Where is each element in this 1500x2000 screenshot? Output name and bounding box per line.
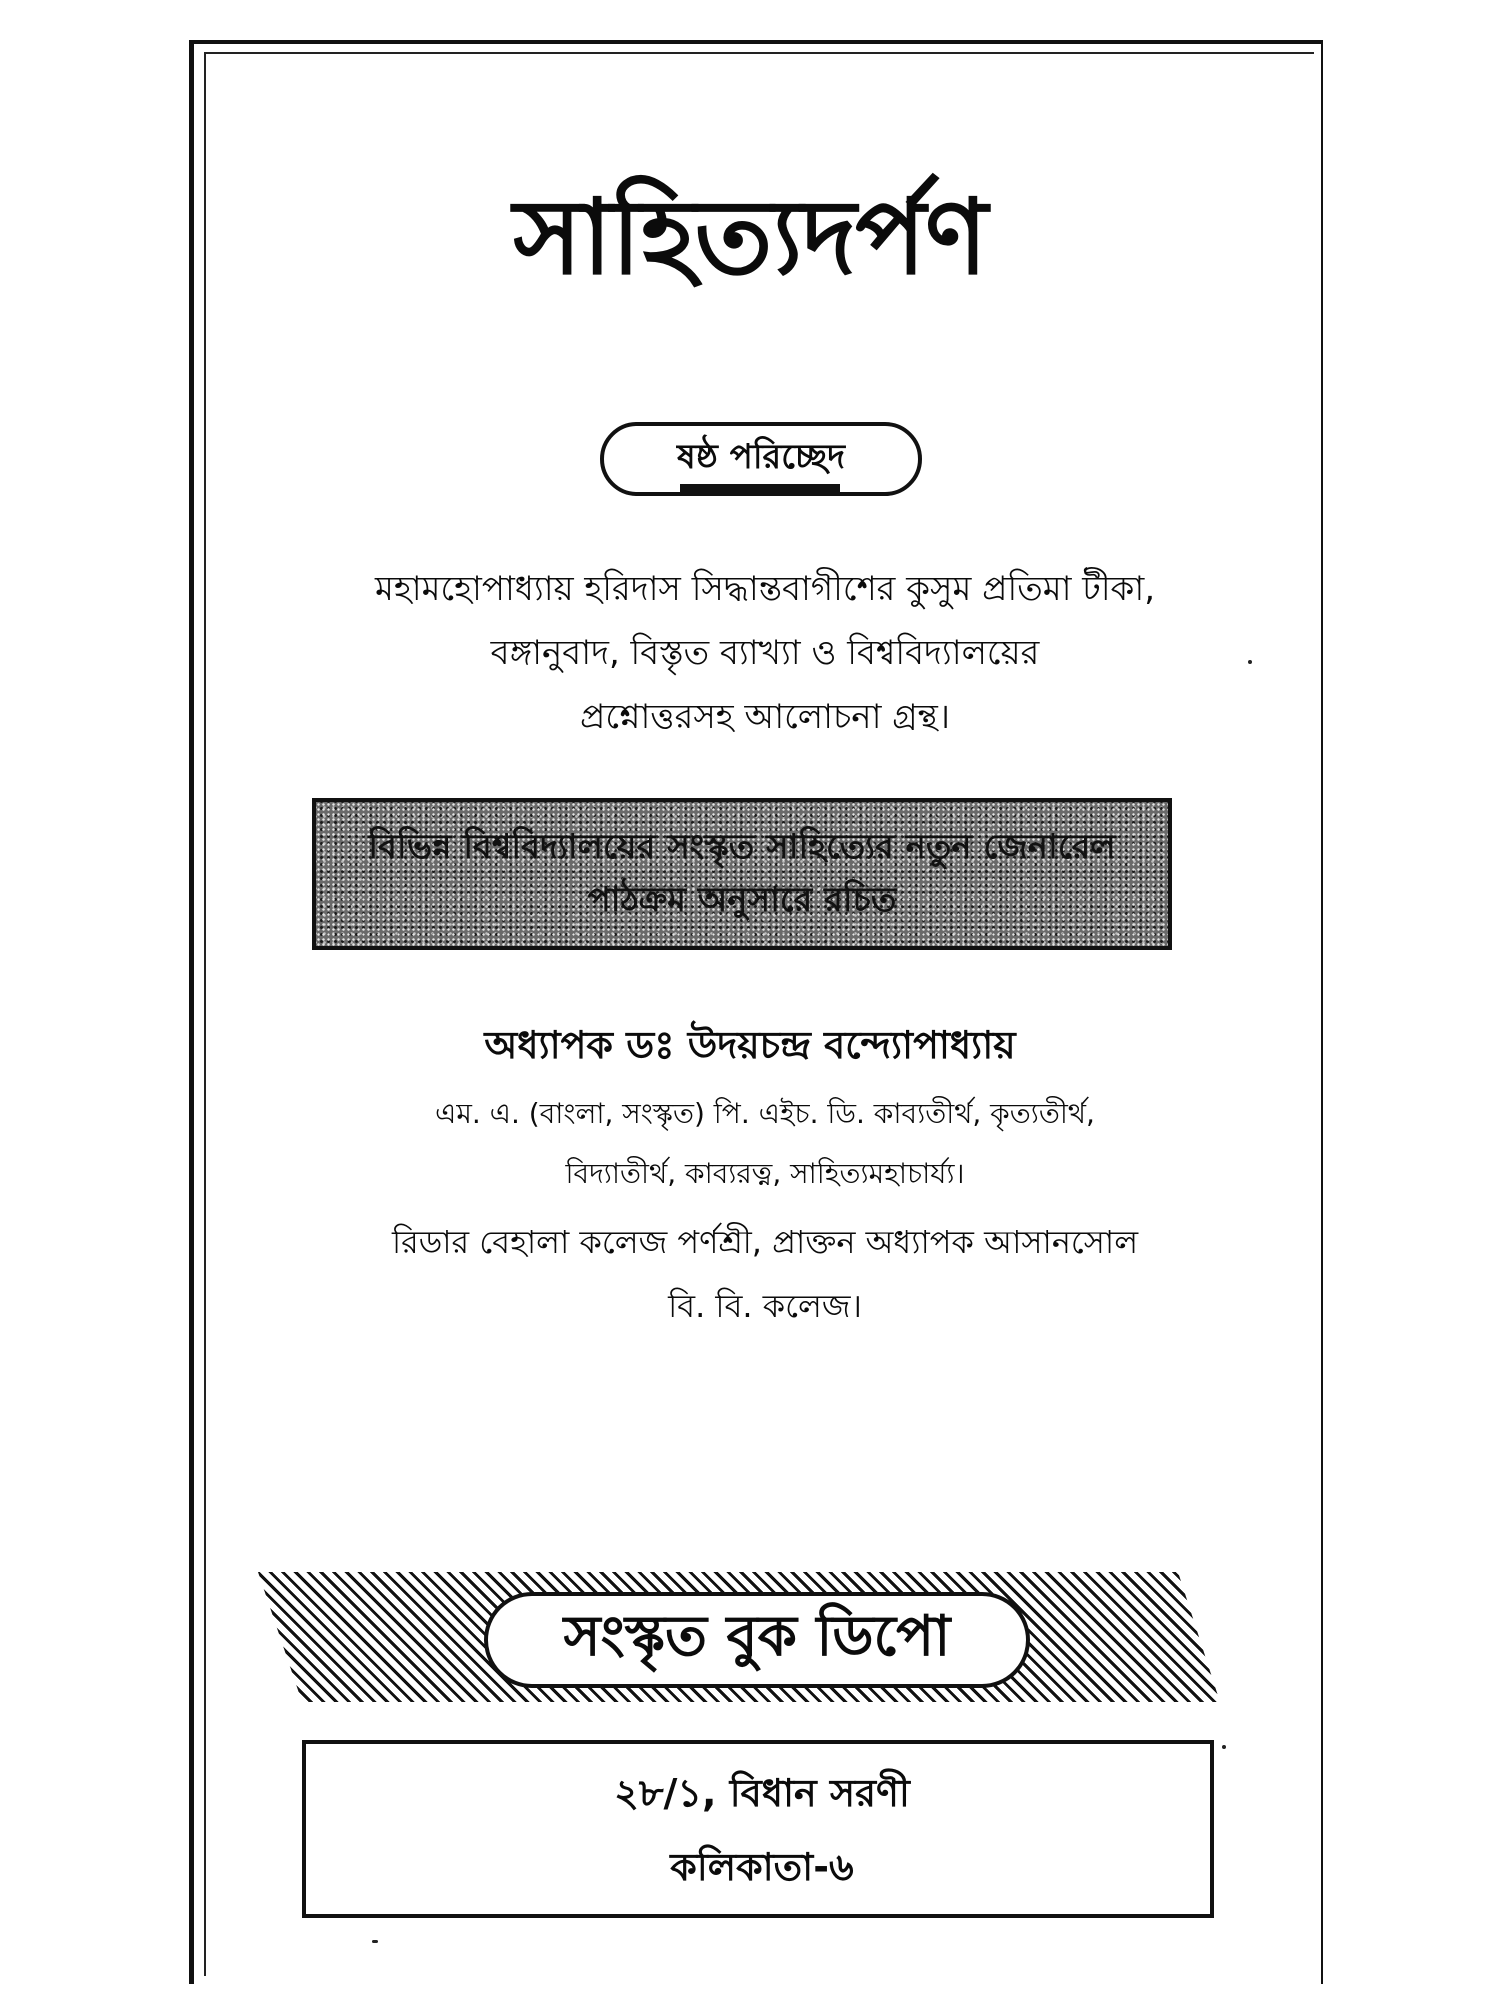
author-position-line-2: বি. বি. কলেজ। [668, 1287, 862, 1325]
description-line-3: প্রশ্নোত্তরসহ আলোচনা গ্রন্থ। [580, 697, 950, 737]
author-position-line-1: রিডার বেহালা কলেজ পর্ণশ্রী, প্রাক্তন অধ্যাপক আসানসোল [391, 1223, 1139, 1261]
book-title: সাহিত্যদর্পণ [513, 176, 987, 298]
address-line-2: কলিকাতা-৬ [670, 1845, 854, 1889]
chapter-label: ষষ্ঠ পরিচ্ছেদ [600, 422, 922, 496]
author-credentials-line-1: এম. এ. (বাংলা, সংস্কৃত) পি. এইচ. ডি. কাব্যতীর্থ, কৃত্যতীর্থ, [435, 1097, 1095, 1130]
address-line-1: ২৮/১, বিধান সরণী [614, 1771, 910, 1815]
scan-speck [1248, 660, 1252, 664]
author-credentials-line-2: বিদ্যাতীর্থ, কাব্যরত্ন, সাহিত্যমহাচার্য্য। [565, 1157, 965, 1190]
description-line-2: বঙ্গানুবাদ, বিস্তৃত ব্যাখ্যা ও বিশ্ববিদ্যালয়ের [490, 633, 1040, 673]
banner-line-2: পাঠক্রম অনুসারে রচিত [587, 880, 897, 920]
publisher-address-box [302, 1740, 1214, 1918]
scan-speck [372, 1940, 378, 1943]
syllabus-banner [312, 798, 1172, 950]
author-name: অধ্যাপক ডঃ উদয়চন্দ্র বন্দ্যোপাধ্যায় [484, 1023, 1016, 1067]
publisher-name: সংস্কৃত বুক ডিপো [484, 1592, 1030, 1688]
banner-line-1: বিভিন্ন বিশ্ববিদ্যালয়ের সংস্কৃত সাহিত্যের নতুন জেনারেল [368, 827, 1116, 868]
scan-speck [1222, 1745, 1226, 1749]
chapter-underline [680, 484, 840, 492]
description-line-1: মহামহোপাধ্যায় হরিদাস সিদ্ধান্তবাগীশের কুসুম প্রতিমা টীকা, [375, 569, 1155, 609]
